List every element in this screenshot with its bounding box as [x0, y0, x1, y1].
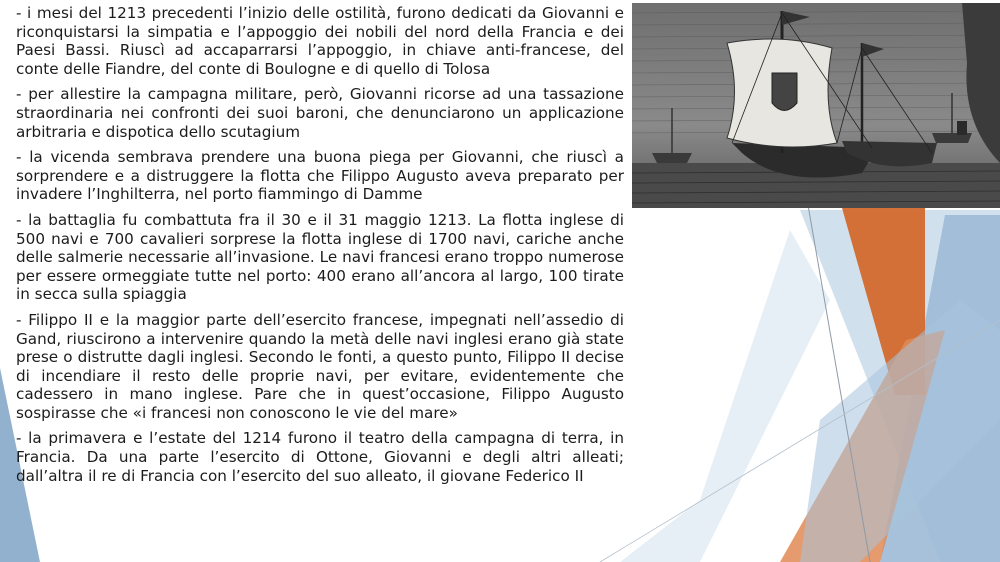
paragraph-5: - Filippo II e la maggior parte dell’esercito francese, impegnati nell’assedio di Gand, riuscirono a intervenire quando la metà delle navi inglesi erano già state prese o distrutte dagli inglesi. Secondo le fonti, a questo punto, Filippo II decise di incendiare il resto delle proprie navi, per evitare, evidentemente che cadessero in mano inglese. Pare che in quest’occasione, Filippo Augusto sospirasse che «i francesi non conoscono le vie del mare»: [16, 310, 624, 422]
paragraph-4: - la battaglia fu combattuta fra il 30 e il 31 maggio 1213. La flotta inglese di 500 navi e 700 cavalieri sorprese la flotta inglese di 1700 navi, cariche anche delle salmerie necessarie all’invasione. Le navi francesi erano troppo numerose per essere ormeggiate tutte nel porto: 400 erano all’ancora al largo, 100 tirate in secca sulla spiaggia: [16, 210, 624, 304]
ship-engraving-image: [632, 3, 1000, 208]
pale-blue-wedge: [620, 230, 830, 562]
paragraph-1: - i mesi del 1213 precedenti l’inizio delle ostilità, furono dedicati da Giovanni e riconquistarsi la simpatia e l’appoggio dei nobili del nord della Francia e dei Paesi Bassi. Riuscì ad accaparrarsi l’appoggio, in chiave anti-francese, del conte delle Fiandre, del conte di Boulogne e di quello di Tolosa: [16, 4, 624, 78]
paragraph-3: - la vicenda sembrava prendere una buona piega per Giovanni, che riuscì a sorprendere e a distruggere la flotta che Filippo Augusto aveva preparato per invadere l’Inghilterra, nel porto fiammingo di Damme: [16, 148, 624, 204]
paragraph-6: - la primavera e l’estate del 1214 furono il teatro della campagna di terra, in Francia. Da una parte l’esercito di Ottone, Giovanni e degli altri alleati; dall’altra il re di Francia con l’esercito del suo alleato, il giovane Federico II: [16, 429, 624, 485]
slide-body-text: [16, 4, 624, 492]
paragraph-2: - per allestire la campagna militare, però, Giovanni ricorse ad una tassazione straordinaria nei confronti dei suoi baroni, che denunciarono un applicazione arbitraria e dispotica dello scutagium: [16, 85, 624, 141]
